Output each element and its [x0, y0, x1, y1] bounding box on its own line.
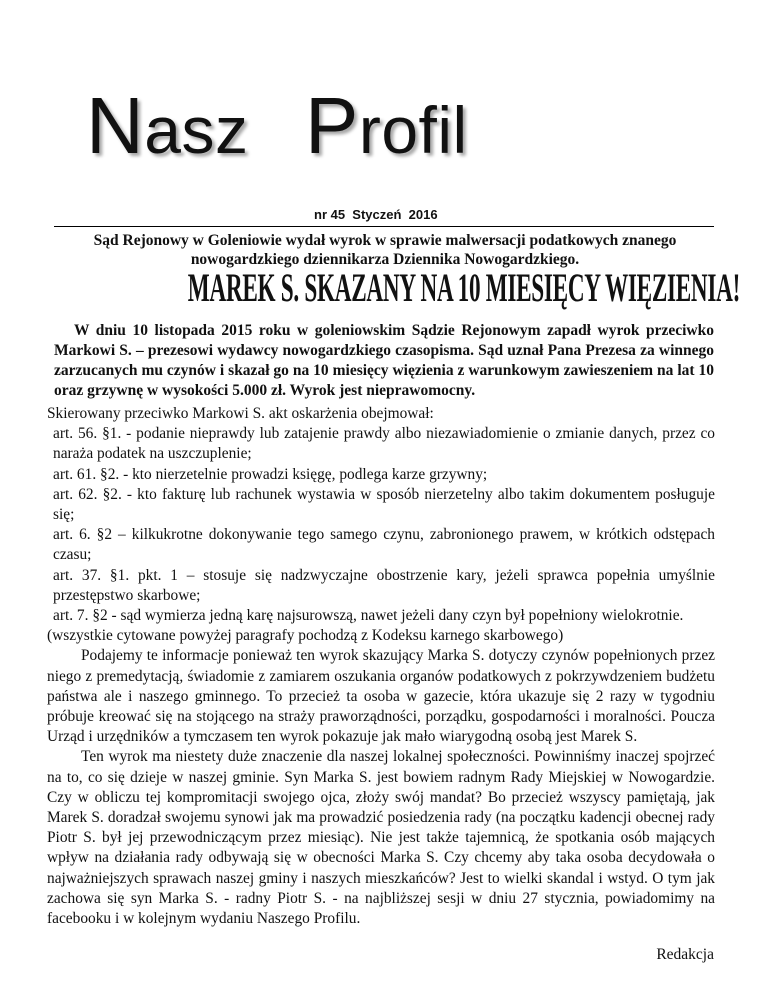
charge-item: art. 37. §1. pkt. 1 – stosuje się nadzwyczajne obostrzenie kary, jeżeli sprawca popełnia umyślnie przestępstwo skarbowe; — [53, 566, 715, 604]
masthead-title — [86, 81, 468, 170]
body-paragraph-1: Podajemy te informacje ponieważ ten wyrok skazujący Marka S. dotyczy czynów popełnionych przez niego z premedytacją, świadomie z zamiarem oszukania organów podatkowych z pokrzywdzeniem budżetu państwa ale i naszego gminnego. To przecież ta osoba w gazecie, która ukazuje się 2 razy w tygodniu próbuje kreować się na stojącego na straży praworządności, porządku, gospodarności i moralności. Poucza Urząd i urzędników a tymczasem ten wyrok pokazuje jak mało wiarygodną osobą jest Marek S. — [47, 647, 715, 746]
charge-item: art. 62. §2. - kto fakturę lub rachunek wystawia w sposób nierzetelny albo takim dokumentem posługuje się; — [53, 485, 715, 524]
article-body — [47, 404, 715, 929]
headline: MAREK S. SKAZANY NA 10 MIESIĘCY WIĘZIENIA! — [187, 265, 741, 310]
masthead-word-rofil: rofil — [358, 93, 468, 167]
masthead-word-asz: asz — [144, 93, 249, 167]
charges-note: (wszystkie cytowane powyżej paragrafy pochodzą z Kodeksu karnego skarbowego) — [47, 627, 564, 645]
body-paragraph-2: Ten wyrok ma niestety duże znaczenie dla naszej lokalnej społeczności. Powinniśmy inaczej spojrzeć na to, co się dzieje w naszej gminie. Syn Marka S. jest bowiem radnym Rady Miejskiej w Nowogardzie. Czy w obliczu tej kompromitacji swojego ojca, złoży swój mandat? Bo przecież wszyscy pamiętają, jak Marek S. doradzał swojemu synowi jak ma prowadzić posiedzenia rady (na początku kadencji obecnej rady Piotr S. był jej przewodniczącym przez miesiąc). Nie jest także tajemnicą, że spotkania osób mających wpływ na działania rady odbywają się w obecności Marka S. Czy chcemy aby taka osoba decydowała o najważniejszych sprawach naszej gminy i naszych mieszkańców? Jest to wielki skandal i wstyd. O tym jak zachowa się syn Marka S. - radny Piotr S. - na najbliższej sesji w dniu 27 stycznia, powiadomimy na facebooku i w kolejnym wydaniu Naszego Profilu. — [47, 748, 715, 928]
subheadline: Sąd Rejonowy w Goleniowie wydał wyrok w sprawie malwersacji podatkowych znanego nowogardzkiego dziennikarza Dziennika Nowogardzkiego. — [93, 232, 677, 268]
issue-line: nr 45 Styczeń 2016 — [314, 207, 438, 222]
charge-item: art. 7. §2 - sąd wymierza jedną karę najsurowszą, nawet jeżeli dany czyn był popełniony wielokrotnie. — [53, 607, 684, 625]
masthead-initial-p: P — [305, 81, 359, 170]
lead-paragraph: W dniu 10 listopada 2015 roku w goleniowskim Sądzie Rejonowym zapadł wyrok przeciwko Markowi S. – prezesowi wydawcy nowogardzkiego czasopisma. Sąd uznał Pana Prezesa za winnego zarzucanych mu czynów i skazał go na 10 miesięcy więzienia z warunkowym zawieszeniem na lat 10 oraz grzywnę w wysokości 5.000 zł. Wyrok jest nieprawomocny. — [54, 322, 714, 399]
charge-item: art. 56. §1. - podanie nieprawdy lub zatajenie prawdy albo niezawiadomienie o zmianie danych, przez co naraża podatek na uszczuplenie; — [53, 425, 715, 463]
masthead-initial-n: N — [86, 81, 145, 170]
signature: Redakcja — [656, 946, 714, 963]
charge-item: art. 61. §2. - kto nierzetelnie prowadzi księgę, podlega karze grzywny; — [53, 465, 488, 483]
charges-intro: Skierowany przeciwko Markowi S. akt oskarżenia obejmował: — [47, 405, 434, 422]
header-divider — [54, 226, 714, 227]
charge-item: art. 6. §2 – kilkukrotne dokonywanie tego samego czynu, zabronionego prawem, w krótkich odstępach czasu; — [53, 526, 715, 564]
